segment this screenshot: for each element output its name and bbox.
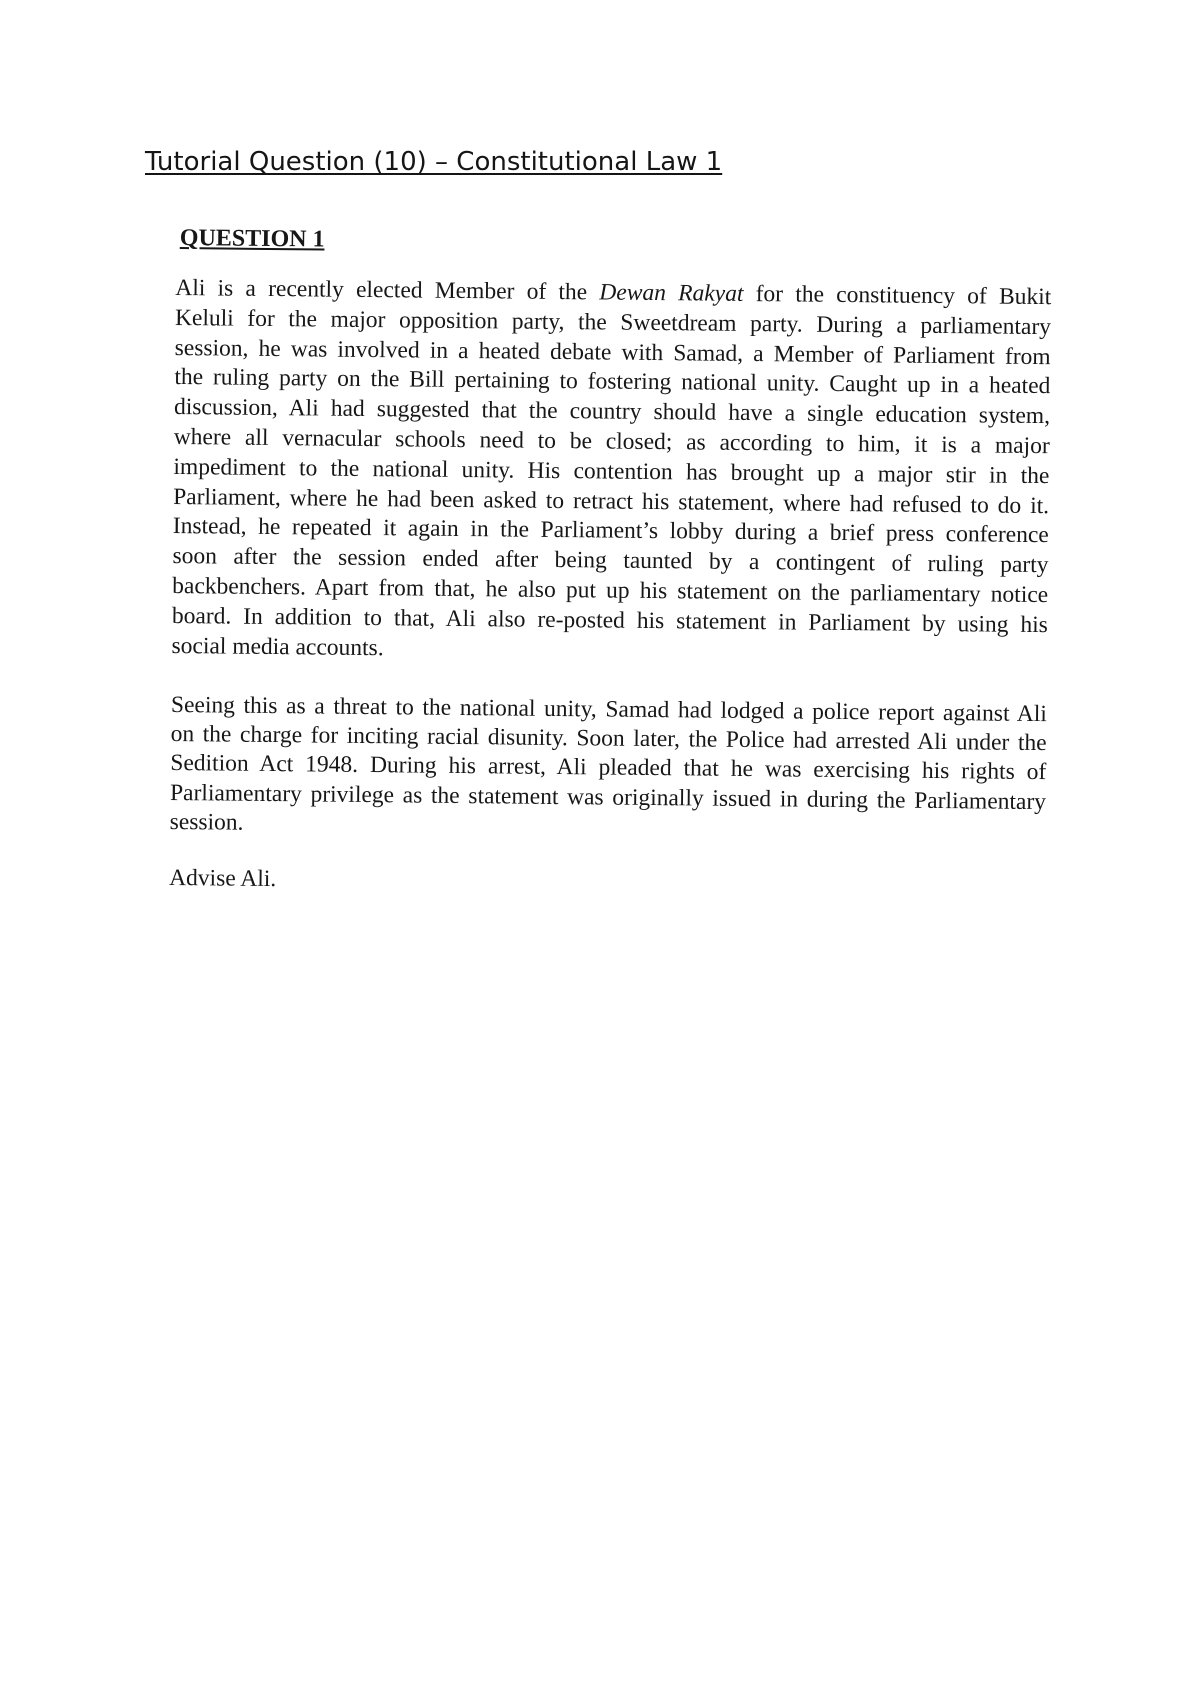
paragraph-line: where all vernacular schools need to be closed; as according to him, it is a major <box>173 423 1050 460</box>
paragraph-line: impediment to the national unity. His contention has brought up a major stir in the <box>173 453 1050 489</box>
question-paragraph-2 <box>170 691 1047 846</box>
line-text: Ali is a recently elected Member of the <box>175 274 600 306</box>
document-title: Tutorial Question (10) – Constitutional Law 1 <box>145 147 723 177</box>
paragraph-line: social media accounts. <box>171 632 384 661</box>
paragraph-line: Keluli for the major opposition party, the Sweetdream party. During a parliamentary <box>174 304 1052 340</box>
italic-term: Dewan Rakyat <box>599 279 744 307</box>
paragraph-line: on the charge for inciting racial disunity. Soon later, the Police had arrested Ali under the <box>170 721 1047 757</box>
paragraph-line: Instead, he repeated it again in the Parliament’s lobby during a brief press conference <box>172 513 1049 549</box>
paragraph-line: soon after the session ended after being taunted by a contingent of ruling party <box>172 543 1049 579</box>
paragraph-line: session. <box>169 808 244 836</box>
paragraph-line: board. In addition to that, Ali also re-posted his statement in Parliament by using his <box>171 602 1048 638</box>
paragraph-line: Seeing this as a threat to the national unity, Samad had lodged a police report against Ali <box>170 691 1048 728</box>
paragraph-line: Parliamentary privilege as the statement was originally issued in during the Parliamentary <box>169 779 1047 815</box>
scanned-question <box>169 224 1056 933</box>
paragraph-line: session, he was involved in a heated debate with Samad, a Member of Parliament from <box>174 334 1051 370</box>
paragraph-line: Parliament, where he had been asked to retract his statement, where had refused to do it. <box>173 483 1050 519</box>
closing-instruction: Advise Ali. <box>169 864 277 893</box>
paragraph-line: backbenchers. Apart from that, he also put up his statement on the parliamentary notice <box>172 572 1049 609</box>
line-text: for the constituency of Bukit <box>743 280 1052 311</box>
question-paragraph-1 <box>171 274 1051 671</box>
paragraph-line: the ruling party on the Bill pertaining to fostering national unity. Caught up in a heated <box>174 364 1051 400</box>
paragraph-line: discussion, Ali had suggested that the country should have a single education system, <box>173 394 1051 430</box>
paragraph-line: Sedition Act 1948. During his arrest, Ali pleaded that he was exercising his rights of <box>170 750 1047 786</box>
question-heading: QUESTION 1 <box>179 225 325 253</box>
